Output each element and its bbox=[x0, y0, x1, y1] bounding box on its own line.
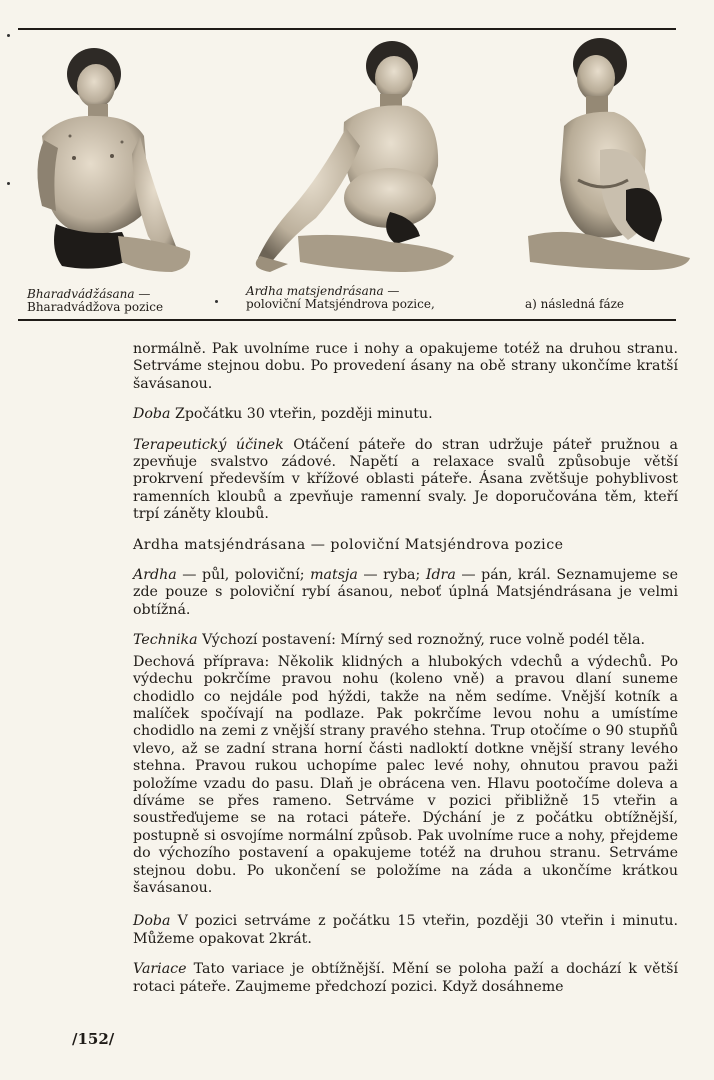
caption-rule bbox=[18, 319, 676, 321]
caption-fig3-desc: a) následná fáze bbox=[525, 297, 625, 311]
margin-mark bbox=[215, 300, 218, 303]
caption-fig2-desc: poloviční Matsjéndrova pozice, bbox=[246, 297, 435, 311]
paragraph-technique: Technika Výchozí postavení: Mírný sed roznožný, ruce volně podél těla. bbox=[133, 632, 646, 649]
paragraph-duration-2: Doba V pozici setrváme z počátku 15 vteřin, později 30 vteřin i minutu. Můžeme opakovat 2krát. bbox=[133, 913, 678, 947]
caption-fig2-name: Ardha matsjendrásana — bbox=[246, 284, 400, 298]
caption-fig1-name: Bharadvádžásana — bbox=[27, 287, 151, 301]
paragraph-continuation: normálně. Pak uvolníme ruce i nohy a opakujeme totéž na druhou stranu. Setrváme stejnou dobu. Po provedení ásany na obě strany ukončíme kratší šavásanou. bbox=[133, 341, 678, 392]
paragraph-etymology: Ardha — půl, poloviční; matsja — ryba; Idra — pán, král. Seznamujeme se zde pouze s poloviční rybí ásanou, neboť úplná Matsjéndrásana je velmi obtížná. bbox=[133, 567, 678, 618]
label-terapeuticky-ucinek: Terapeutický účinek bbox=[133, 436, 284, 453]
label-doba: Doba bbox=[133, 406, 171, 423]
paragraph-duration: Doba Zpočátku 30 vteřin, později minutu. bbox=[133, 406, 433, 423]
label-technika: Technika bbox=[133, 632, 198, 649]
section-heading: Ardha matsjéndrásana — poloviční Matsjéndrova pozice bbox=[133, 536, 564, 553]
caption-fig1-desc: Bharadvádžova pozice bbox=[27, 300, 164, 314]
paragraph-breathing: Dechová příprava: Několik klidných a hlubokých vdechů a výdechů. Po výdechu pokrčíme pravou nohu (koleno vně) a pravou dlaní suneme chodidlo co nejdále pod hýždi, takže na něm sedíme. Vnější kotník a malíček spočívají na podlaze. Pak pokrčíme levou nohu a umístíme chodidlo na zemi z vnější strany pravého stehna. Trup otočíme o 90 stupňů vlevo, až se zadní strana horní části nadloktí dotkne vnější strany levého stehna. Pravou rukou uchopíme palec levé nohy, ohnutou pravou paži položíme vzadu do pasu. Dlaň je obrácena ven. Hlavu pootočíme doleva a díváme se přes rameno. Setrváme v pozici přibližně 15 vteřin a soustřeďujeme se na rotaci páteře. Dýchání je z počátku obtížnější, postupně si osvojíme normální způsob. Pak uvolníme ruce a nohy, přejdeme do výchozího postavení a opakujeme totéž na druhou stranu. Setrváme stejnou dobu. Po ukončení se položíme na záda a ukončíme krátkou šavásanou. bbox=[133, 653, 678, 896]
photo-following-phase bbox=[508, 30, 698, 275]
paragraph-variation: Variace Tato variace je obtížnější. Mění se poloha paží a dochází k větší rotaci páteře. Zaujmeme předchozí pozici. Když dosáhneme bbox=[133, 961, 678, 995]
page-number: /152/ bbox=[72, 1030, 115, 1048]
paragraph-therapeutic-effect: Terapeutický účinek Otáčení páteře do stran udržuje páteř pružnou a zpevňuje svalstvo zádové. Napětí a relaxace svalů způsobuje větší prokrvení především v křížové oblasti páteře. Ásana zvětšuje pohyblivost ramenních kloubů a zpevňuje ramenní svaly. Je doporučována těm, kteří trpí záněty kloubů. bbox=[133, 436, 679, 523]
margin-mark bbox=[7, 34, 10, 37]
photo-ardha-matsyendrasana bbox=[240, 36, 465, 276]
margin-mark bbox=[7, 182, 10, 185]
label-variace: Variace bbox=[133, 961, 187, 978]
photo-bharadvajasana bbox=[22, 36, 202, 276]
label-doba: Doba bbox=[133, 913, 171, 930]
page-body bbox=[133, 341, 678, 996]
